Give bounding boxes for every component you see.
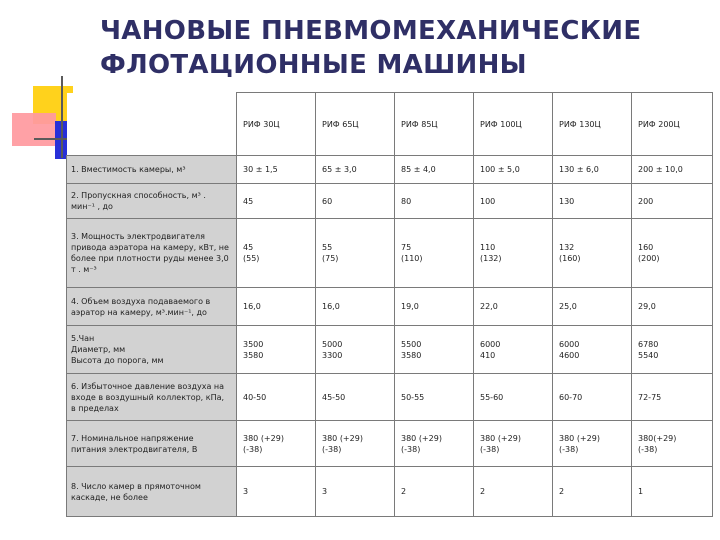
table-cell: 40-50 xyxy=(237,374,316,421)
table-cell: 60-70 xyxy=(553,374,632,421)
table-cell: 60 xyxy=(316,184,395,219)
table-cell: 1 xyxy=(632,467,713,517)
page-title xyxy=(100,14,710,82)
table-cell: 200 xyxy=(632,184,713,219)
table-cell: 55-60 xyxy=(474,374,553,421)
table-cell: 16,0 xyxy=(237,288,316,326)
row-label: 2. Пропускная способность, м³ . мин⁻¹ , до xyxy=(67,184,237,219)
table-cell: 6000 410 xyxy=(474,326,553,374)
table-cell: 16,0 xyxy=(316,288,395,326)
table-cell: 30 ± 1,5 xyxy=(237,156,316,184)
table-cell: 100 ± 5,0 xyxy=(474,156,553,184)
table-cell: 2 xyxy=(553,467,632,517)
decor-pink-square xyxy=(12,113,56,146)
table-cell: 6000 4600 xyxy=(553,326,632,374)
title-line-2: ФЛОТАЦИОННЫЕ МАШИНЫ xyxy=(100,50,527,80)
table-cell: 2 xyxy=(395,467,474,517)
table-cell: 29,0 xyxy=(632,288,713,326)
table-cell: 25,0 xyxy=(553,288,632,326)
table-cell: 50-55 xyxy=(395,374,474,421)
table-cell: 380(+29) (-38) xyxy=(632,421,713,467)
table-cell: 3 xyxy=(316,467,395,517)
table-row xyxy=(67,374,713,421)
table-cell: 160 (200) xyxy=(632,219,713,288)
spec-table xyxy=(66,92,713,517)
table-cell: 110 (132) xyxy=(474,219,553,288)
table-row xyxy=(67,467,713,517)
table-cell: 85 ± 4,0 xyxy=(395,156,474,184)
table-cell: 2 xyxy=(474,467,553,517)
row-label: 3. Мощность электродвигателя привода аэратора на камеру, кВт, не более при плотности руды менее 3,0 т . м⁻³ xyxy=(67,219,237,288)
table-cell: 5500 3580 xyxy=(395,326,474,374)
header-corner xyxy=(67,93,237,156)
column-header: РИФ 200Ц xyxy=(632,93,713,156)
table-cell: 380 (+29) (-38) xyxy=(316,421,395,467)
table-cell: 22,0 xyxy=(474,288,553,326)
decor-vertical-line xyxy=(61,76,63,158)
table-row xyxy=(67,184,713,219)
table-cell: 45 xyxy=(237,184,316,219)
table-cell: 132 (160) xyxy=(553,219,632,288)
table-row xyxy=(67,219,713,288)
table-cell: 3500 3580 xyxy=(237,326,316,374)
table-row xyxy=(67,421,713,467)
table-cell: 6780 5540 xyxy=(632,326,713,374)
table-cell: 75 (110) xyxy=(395,219,474,288)
table-cell: 72-75 xyxy=(632,374,713,421)
table-cell: 130 xyxy=(553,184,632,219)
row-label: 4. Объем воздуха подаваемого в аэратор на камеру, м³.мин⁻¹, до xyxy=(67,288,237,326)
table-cell: 45-50 xyxy=(316,374,395,421)
row-label: 7. Номинальное напряжение питания электродвигателя, В xyxy=(67,421,237,467)
table-cell: 45 (55) xyxy=(237,219,316,288)
column-header: РИФ 85Ц xyxy=(395,93,474,156)
table-row xyxy=(67,326,713,374)
table-cell: 200 ± 10,0 xyxy=(632,156,713,184)
table-row xyxy=(67,288,713,326)
column-header: РИФ 65Ц xyxy=(316,93,395,156)
table-cell: 380 (+29) (-38) xyxy=(237,421,316,467)
column-header: РИФ 30Ц xyxy=(237,93,316,156)
row-label: 1. Вместимость камеры, м³ xyxy=(67,156,237,184)
row-label: 6. Избыточное давление воздуха на входе в воздушный коллектор, кПа, в пределах xyxy=(67,374,237,421)
table-cell: 5000 3300 xyxy=(316,326,395,374)
table-cell: 380 (+29) (-38) xyxy=(395,421,474,467)
title-line-1: ЧАНОВЫЕ ПНЕВМОМЕХАНИЧЕСКИЕ xyxy=(100,16,642,46)
row-label: 5.Чан Диаметр, мм Высота до порога, мм xyxy=(67,326,237,374)
row-label: 8. Число камер в прямоточном каскаде, не более xyxy=(67,467,237,517)
table-cell: 380 (+29) (-38) xyxy=(474,421,553,467)
table-cell: 65 ± 3,0 xyxy=(316,156,395,184)
table-cell: 3 xyxy=(237,467,316,517)
table-row xyxy=(67,156,713,184)
table-cell: 19,0 xyxy=(395,288,474,326)
column-header: РИФ 130Ц xyxy=(553,93,632,156)
table-cell: 80 xyxy=(395,184,474,219)
table-cell: 100 xyxy=(474,184,553,219)
table-cell: 55 (75) xyxy=(316,219,395,288)
table-header-row xyxy=(67,93,713,156)
column-header: РИФ 100Ц xyxy=(474,93,553,156)
table-cell: 130 ± 6,0 xyxy=(553,156,632,184)
table-cell: 380 (+29) (-38) xyxy=(553,421,632,467)
